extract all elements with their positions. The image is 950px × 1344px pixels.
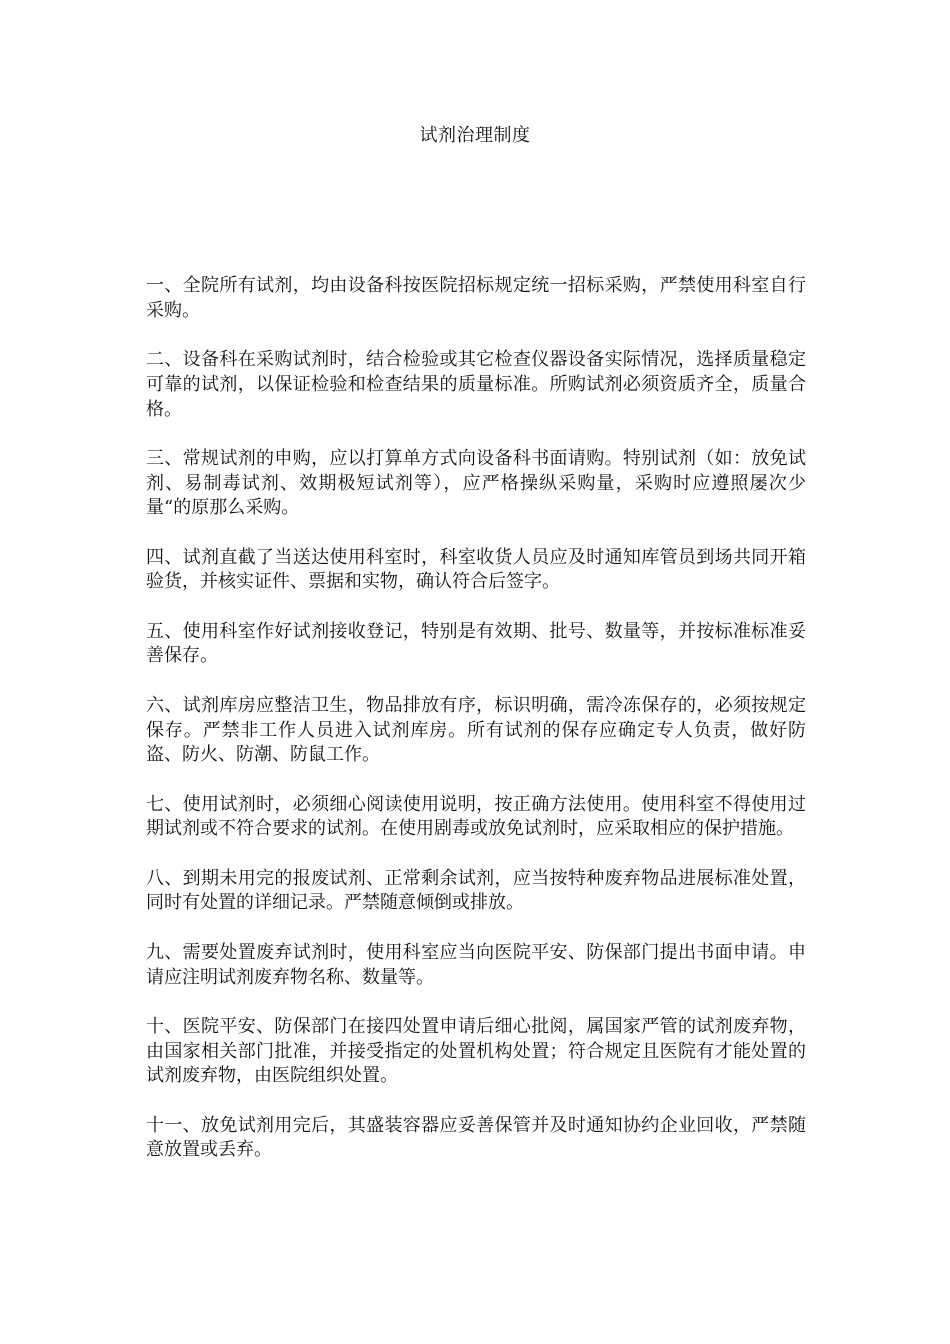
clause-1: 一、全院所有试剂，均由设备科按医院招标规定统一招标采购，严禁使用科室自行采购。 xyxy=(146,275,806,321)
clause-5: 五、使用科室作好试剂接收登记，特别是有效期、批号、数量等，并按标准标准妥善保存。 xyxy=(146,620,806,667)
clause-10: 十、医院平安、防保部门在接四处置申请后细心批阅，属国家严管的试剂废弃物，由国家相关部门批准，并接受指定的处置机构处置；符合规定且医院有才能处置的试剂废弃物，由医院组织处置。 xyxy=(146,1015,806,1087)
clause-4: 四、试剂直截了当送达使用科室时，科室收货人员应及时通知库管员到场共同开箱验货，并核实证件、票据和实物，确认符合后签字。 xyxy=(146,546,806,593)
clause-11: 十一、放免试剂用完后，其盛装容器应妥善保管并及时通知协约企业回收，严禁随意放置或丢弃。 xyxy=(146,1114,806,1161)
clause-2: 二、设备科在采购试剂时，结合检验或其它检查仪器设备实际情况，选择质量稳定可靠的试剂，以保证检验和检查结果的质量标准。所购试剂必须资质齐全，质量合格。 xyxy=(146,349,806,420)
clause-3: 三、常规试剂的申购，应以打算单方式向设备科书面请购。特别试剂（如：放免试剂、易制毒试剂、效期极短试剂等），应严格操纵采购量，采购时应遵照屡次少量“的原那么采购。 xyxy=(146,447,806,519)
page-title: 试剂治理制度 xyxy=(419,125,531,146)
clause-8: 八、到期未用完的报废试剂、正常剩余试剂，应当按特种废弃物品进展标准处置，同时有处置的详细记录。严禁随意倾倒或排放。 xyxy=(146,867,806,914)
clause-7: 七、使用试剂时，必须细心阅读使用说明，按正确方法使用。使用科室不得使用过期试剂或不符合要求的试剂。在使用剧毒或放免试剂时，应采取相应的保护措施。 xyxy=(146,793,806,840)
clause-9: 九、需要处置废弃试剂时，使用科室应当向医院平安、防保部门提出书面申请。申请应注明试剂废弃物名称、数量等。 xyxy=(146,941,806,988)
document-body xyxy=(146,274,806,1188)
clause-6: 六、试剂库房应整洁卫生，物品排放有序，标识明确，需冷冻保存的，必须按规定保存。严禁非工作人员进入试剂库房。所有试剂的保存应确定专人负责，做好防盗、防火、防潮、防鼠工作。 xyxy=(146,694,806,766)
